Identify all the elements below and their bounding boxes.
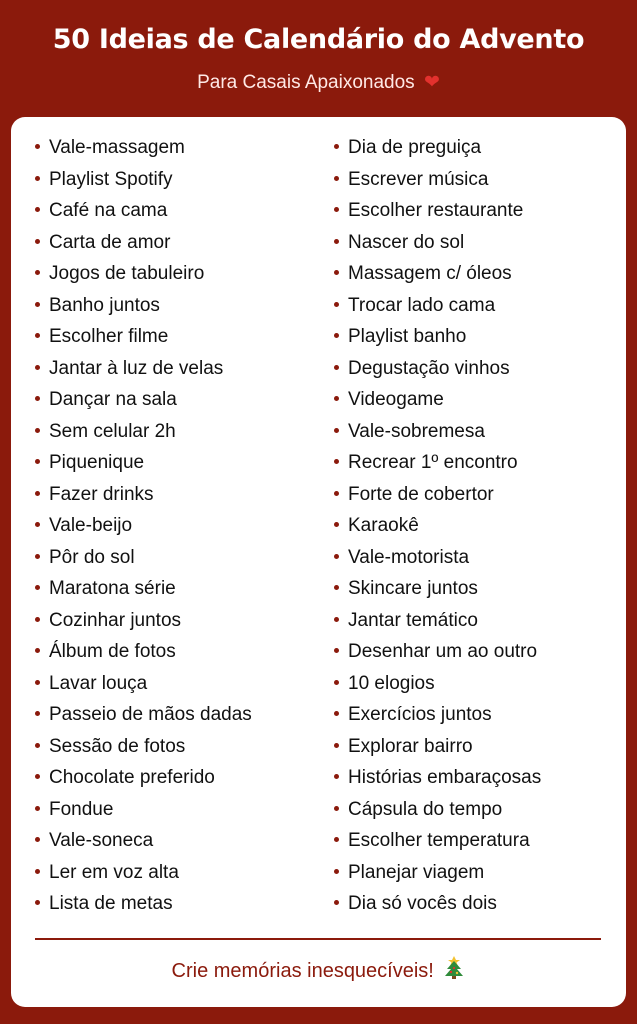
list-item-label: Vale-beijo [49, 515, 133, 536]
bullet-icon [334, 774, 339, 779]
list-item [334, 164, 541, 196]
bullet-icon [35, 144, 40, 149]
bullet-icon [35, 491, 40, 496]
bullet-icon [35, 806, 40, 811]
list-item-label: Skincare juntos [348, 578, 478, 599]
list-item-label: Escrever música [348, 168, 489, 190]
list-item-label: Dançar na sala [49, 389, 177, 410]
bullet-icon [35, 774, 40, 779]
list-item-label: Passeio de mãos dadas [49, 704, 252, 725]
list-item-label: Videogame [348, 389, 444, 410]
bullet-icon [35, 302, 40, 307]
bullet-icon [35, 900, 40, 905]
list-item [35, 668, 252, 700]
list-item-label: Fazer drinks [49, 483, 154, 505]
list-item-label: Histórias embaraçosas [348, 767, 542, 788]
list-item-label: Jantar à luz de velas [49, 357, 224, 379]
list-item [334, 132, 541, 164]
footer [11, 955, 626, 988]
list-item [35, 636, 252, 668]
list-item-label: 10 elogios [348, 672, 435, 694]
bullet-icon [35, 176, 40, 181]
bullet-icon [35, 617, 40, 622]
bullet-icon [334, 144, 339, 149]
list-item-label: Vale-soneca [49, 830, 154, 851]
list-item-label: Carta de amor [49, 231, 171, 253]
list-item-label: Desenhar um ao outro [348, 641, 538, 662]
list-item-label: Jantar temático [348, 609, 478, 631]
list-item [334, 353, 541, 385]
list-item-label: Fondue [49, 798, 114, 820]
list-item [35, 258, 252, 290]
bullet-icon [35, 869, 40, 874]
list-item [35, 290, 252, 322]
list-item [334, 290, 541, 322]
bullet-icon [35, 743, 40, 748]
list-item [334, 447, 541, 479]
bullet-icon [334, 711, 339, 716]
list-item [334, 479, 541, 511]
bullet-icon [35, 648, 40, 653]
list-item-label: Playlist Spotify [49, 168, 173, 190]
list-item [35, 416, 252, 448]
list-item [35, 479, 252, 511]
list-item [35, 510, 252, 542]
list-item [35, 384, 252, 416]
list-item [334, 416, 541, 448]
footer-text: Crie memórias inesquecíveis! [171, 959, 434, 982]
list-item [334, 573, 541, 605]
list-item [334, 699, 541, 731]
list-item [35, 573, 252, 605]
bullet-icon [35, 585, 40, 590]
list-item [35, 321, 252, 353]
list-item-label: Dia só vocês dois [348, 893, 497, 914]
ideas-card [11, 117, 626, 1007]
bullet-icon [334, 396, 339, 401]
list-item [334, 227, 541, 259]
list-item [35, 762, 252, 794]
bullet-icon [334, 900, 339, 905]
bullet-icon [334, 270, 339, 275]
list-item-label: Jogos de tabuleiro [49, 263, 205, 284]
list-item-label: Planejar viagem [348, 861, 485, 883]
list-item-label: Café na cama [49, 200, 168, 221]
christmas-tree-icon [443, 955, 465, 988]
bullet-icon [35, 428, 40, 433]
list-item [35, 195, 252, 227]
list-item [334, 384, 541, 416]
list-item [334, 321, 541, 353]
list-item [35, 857, 252, 889]
bullet-icon [334, 491, 339, 496]
bullet-icon [334, 333, 339, 338]
bullet-icon [35, 207, 40, 212]
subtitle-text: Para Casais Apaixonados [197, 72, 415, 93]
list-item [334, 888, 541, 920]
list-item-label: Pôr do sol [49, 546, 135, 568]
list-item-label: Maratona série [49, 578, 176, 599]
list-item-label: Exercícios juntos [348, 704, 492, 725]
list-item [35, 794, 252, 826]
list-item-label: Recrear 1º encontro [348, 452, 518, 473]
list-item [35, 605, 252, 637]
list-item [35, 227, 252, 259]
heart-icon: ❤ [423, 71, 440, 93]
list-item [334, 258, 541, 290]
list-item [35, 164, 252, 196]
page-title: 50 Ideias de Calendário do Advento [52, 24, 585, 55]
list-item [35, 132, 252, 164]
bullet-icon [334, 428, 339, 433]
list-item [35, 353, 252, 385]
bullet-icon [35, 333, 40, 338]
bullet-icon [35, 365, 40, 370]
list-item-label: Trocar lado cama [348, 294, 496, 316]
bullet-icon [334, 207, 339, 212]
list-item-label: Vale-motorista [348, 546, 470, 568]
list-item-label: Sem celular 2h [49, 420, 176, 442]
list-item [334, 605, 541, 637]
list-item [334, 636, 541, 668]
list-item [334, 510, 541, 542]
bullet-icon [35, 680, 40, 685]
list-item-label: Playlist banho [348, 326, 467, 347]
list-item-label: Nascer do sol [348, 231, 465, 253]
list-item [35, 542, 252, 574]
bullet-icon [334, 837, 339, 842]
bullet-icon [334, 239, 339, 244]
bullet-icon [334, 302, 339, 307]
bullet-icon [35, 396, 40, 401]
list-item [35, 825, 252, 857]
list-item [334, 762, 541, 794]
ideas-list-left [35, 132, 252, 920]
list-item-label: Escolher restaurante [348, 200, 524, 221]
bullet-icon [35, 522, 40, 527]
bullet-icon [35, 239, 40, 244]
bullet-icon [334, 522, 339, 527]
list-item [334, 794, 541, 826]
bullet-icon [35, 711, 40, 716]
bullet-icon [35, 554, 40, 559]
header [0, 0, 637, 118]
list-item [35, 731, 252, 763]
list-item [35, 447, 252, 479]
bullet-icon [334, 680, 339, 685]
list-item-label: Sessão de fotos [49, 735, 186, 757]
bullet-icon [35, 837, 40, 842]
bullet-icon [35, 270, 40, 275]
bullet-icon [334, 743, 339, 748]
list-item-label: Dia de preguiça [348, 137, 482, 158]
bullet-icon [334, 585, 339, 590]
list-item-label: Karaokê [348, 515, 419, 536]
list-item-label: Lavar louça [49, 672, 148, 694]
bullet-icon [334, 869, 339, 874]
bullet-icon [334, 176, 339, 181]
list-item-label: Chocolate preferido [49, 767, 215, 788]
list-item-label: Escolher filme [49, 326, 169, 347]
list-item [35, 699, 252, 731]
list-item [334, 731, 541, 763]
list-item-label: Vale-massagem [49, 137, 185, 158]
list-item [334, 195, 541, 227]
list-item-label: Piquenique [49, 452, 145, 473]
ideas-list-right [334, 132, 541, 920]
list-item [334, 857, 541, 889]
page-subtitle [0, 68, 637, 97]
bullet-icon [334, 806, 339, 811]
divider [35, 938, 601, 940]
list-item [334, 825, 541, 857]
list-item [35, 888, 252, 920]
list-item-label: Escolher temperatura [348, 830, 530, 851]
list-item-label: Explorar bairro [348, 735, 473, 757]
list-item-label: Ler em voz alta [49, 861, 179, 883]
list-item-label: Cozinhar juntos [49, 609, 182, 631]
bullet-icon [334, 554, 339, 559]
bullet-icon [334, 365, 339, 370]
list-item-label: Álbum de fotos [49, 641, 176, 662]
bullet-icon [334, 459, 339, 464]
bullet-icon [334, 617, 339, 622]
list-item-label: Cápsula do tempo [348, 798, 503, 820]
bullet-icon [35, 459, 40, 464]
list-item [334, 668, 541, 700]
list-item [334, 542, 541, 574]
list-item-label: Forte de cobertor [348, 483, 494, 505]
list-item-label: Vale-sobremesa [348, 420, 485, 442]
bullet-icon [334, 648, 339, 653]
list-item-label: Banho juntos [49, 294, 160, 316]
list-item-label: Lista de metas [49, 893, 173, 914]
list-item-label: Degustação vinhos [348, 357, 510, 379]
list-item-label: Massagem c/ óleos [348, 263, 512, 284]
